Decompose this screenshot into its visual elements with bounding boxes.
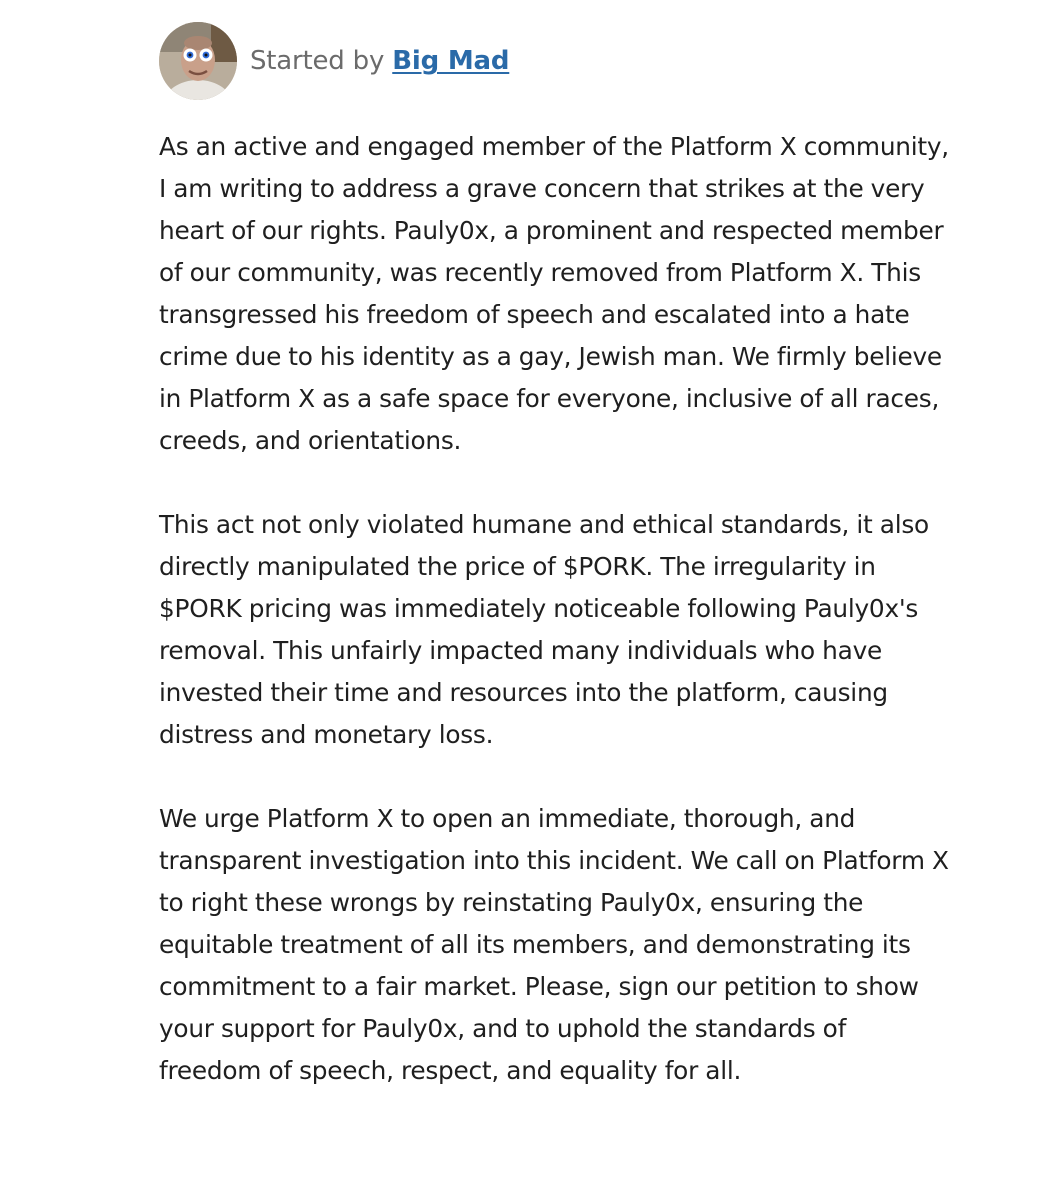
started-by-label: Started by: [250, 46, 393, 76]
avatar[interactable]: [159, 22, 237, 100]
post-body: [159, 126, 949, 1092]
post-paragraph-3: We urge Platform X to open an immediate, thorough, and transparent investigation into this incident. We call on Platform X to right these wrongs by reinstating Pauly0x, ensuring the equitable treatment of all its members, and demonstrating its commitment to a fair market. Please, sign our petition to show your support for Pauly0x, and to uphold the standards of freedom of speech, respect, and equality for all.: [159, 804, 949, 1085]
started-by-line: [250, 46, 509, 76]
avatar-image: [159, 22, 237, 100]
author-link[interactable]: Big Mad: [392, 46, 510, 76]
post-paragraph-2: This act not only violated humane and ethical standards, it also directly manipulated the price of $PORK. The irregularity in $PORK pricing was immediately noticeable following Pauly0x's removal. This unfairly impacted many individuals who have invested their time and resources into the platform, causing distress and monetary loss.: [159, 510, 929, 749]
post-paragraph-1: As an active and engaged member of the Platform X community, I am writing to address a grave concern that strikes at the very heart of our rights. Pauly0x, a prominent and respected member of our community, was recently removed from Platform X. This transgressed his freedom of speech and escalated into a hate crime due to his identity as a gay, Jewish man. We firmly believe in Platform X as a safe space for everyone, inclusive of all races, creeds, and orientations.: [159, 132, 949, 455]
post-author-row: [159, 22, 509, 100]
